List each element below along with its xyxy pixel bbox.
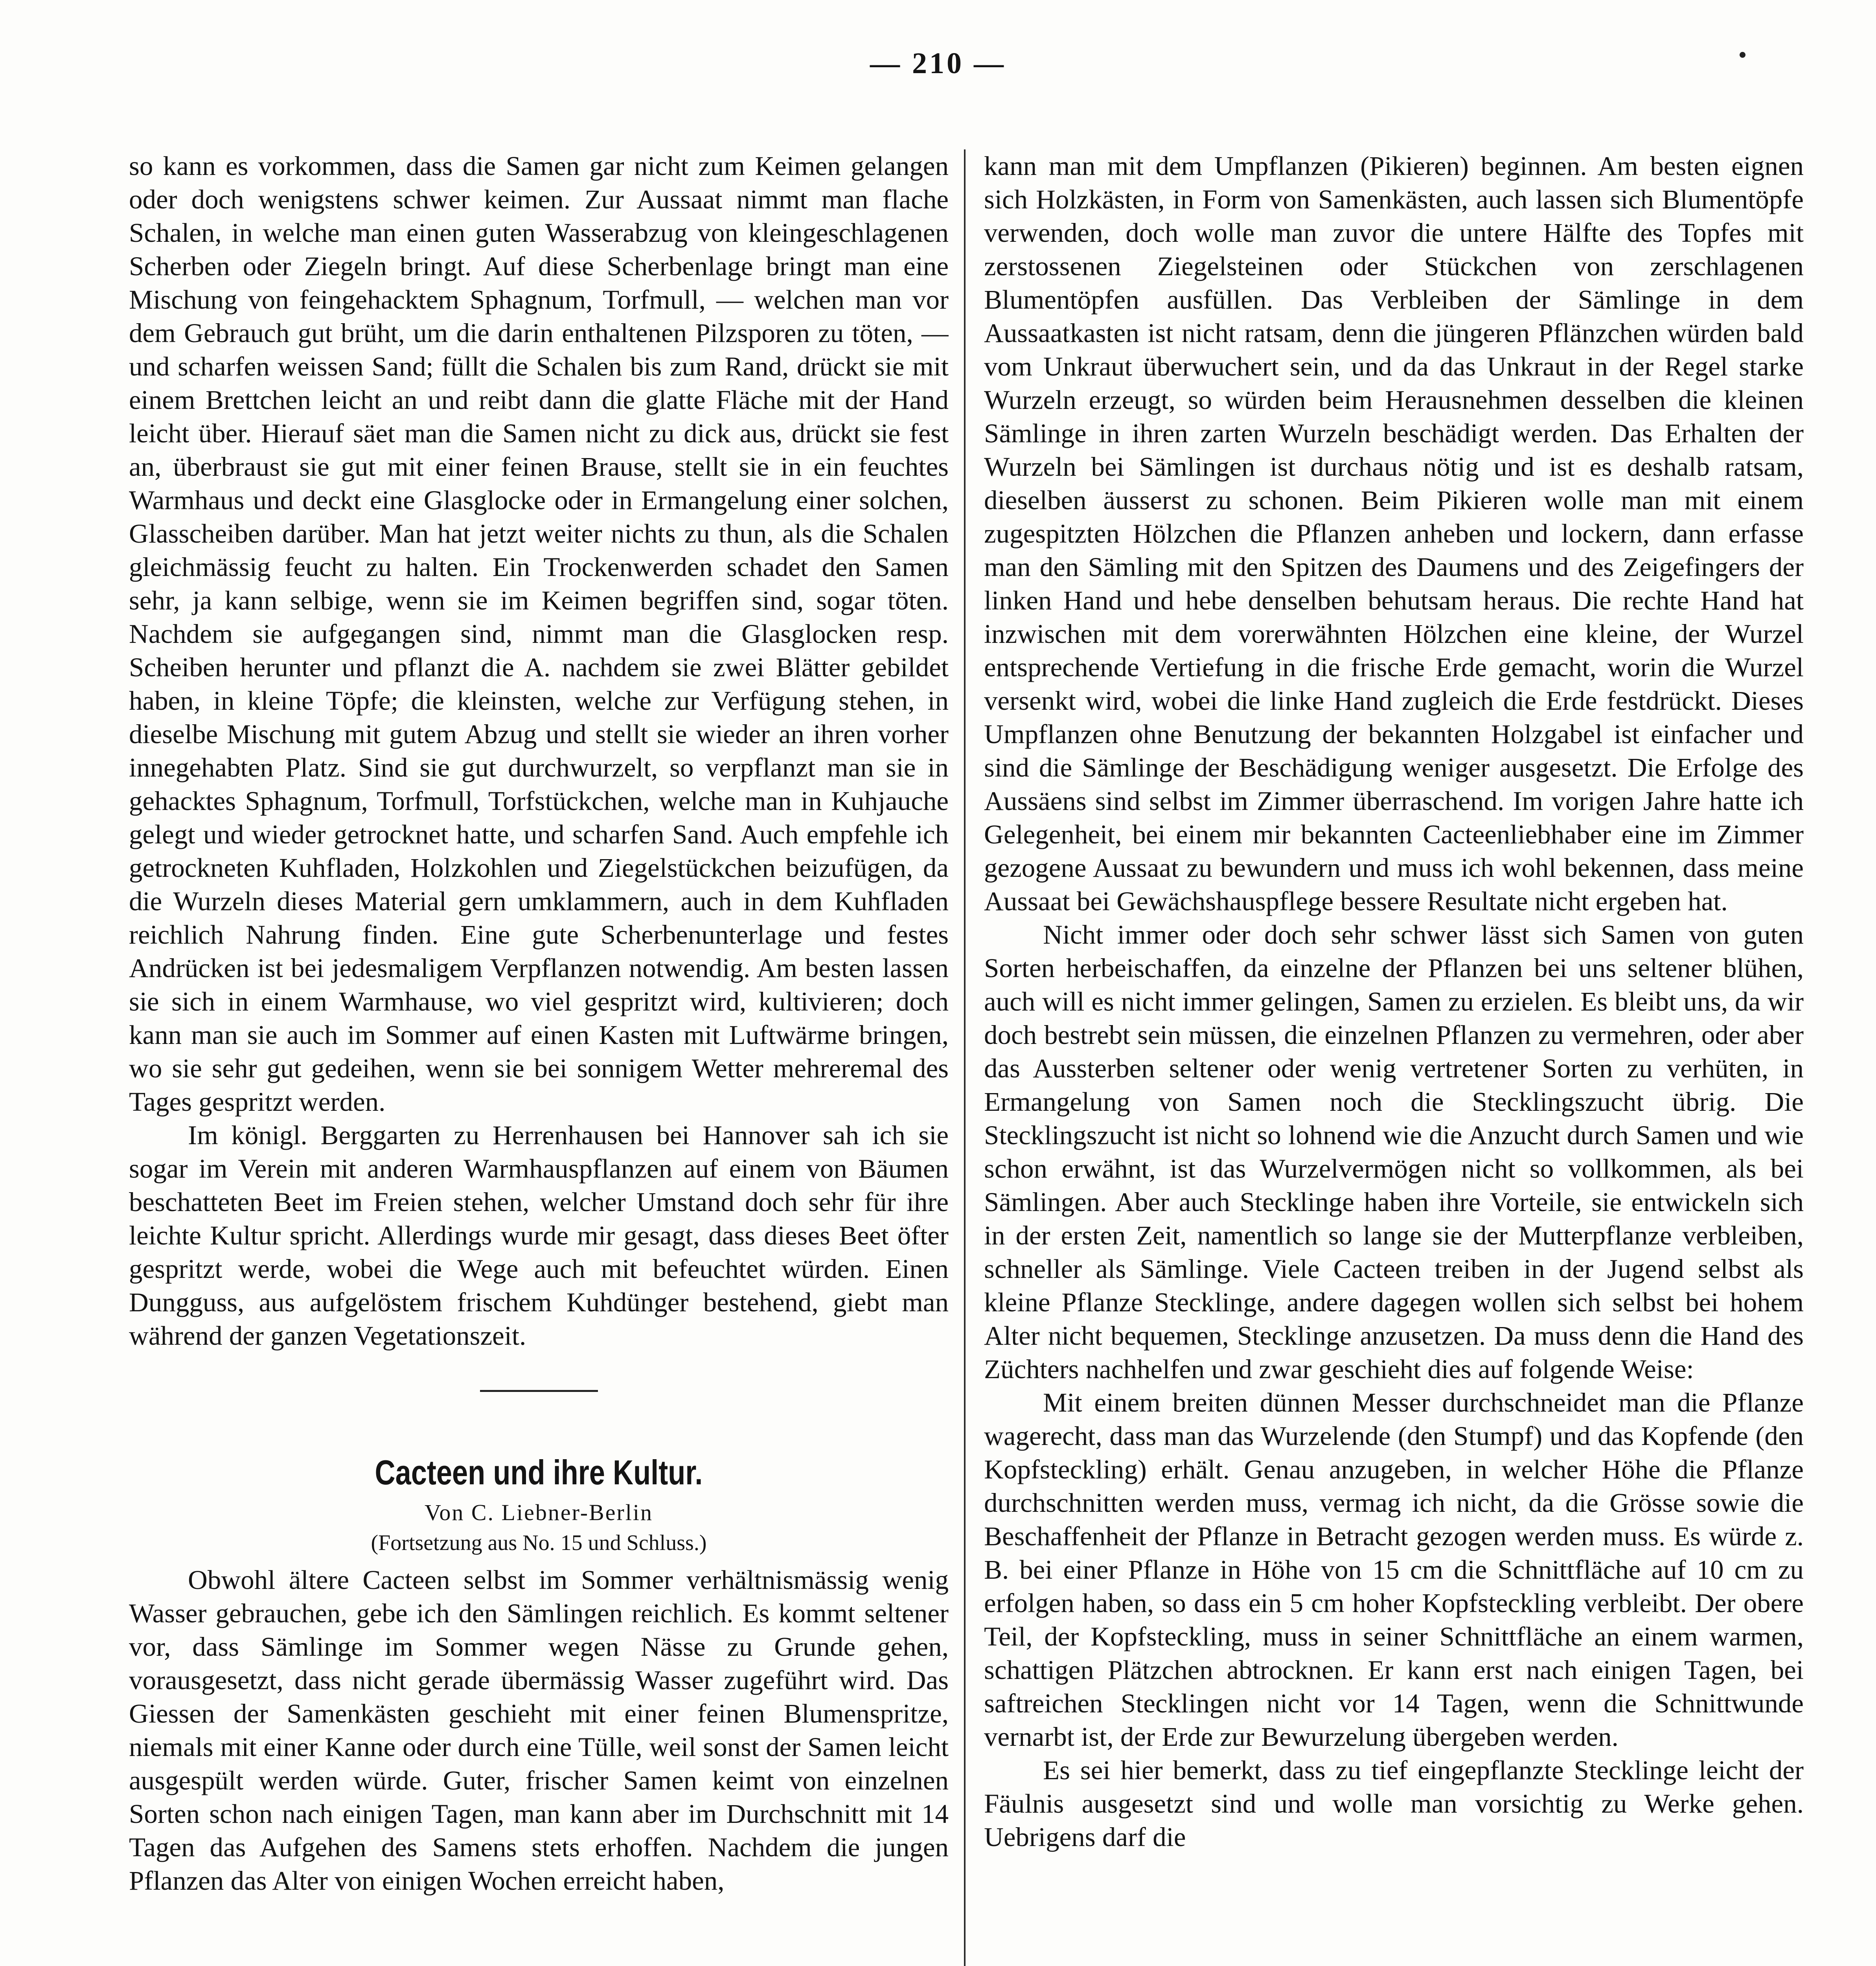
left-column bbox=[129, 149, 949, 1966]
paragraph: so kann es vorkommen, dass die Samen gar nicht zum Keimen gelangen oder doch wenigstens schwer keimen. Zur Aussaat nimmt man flache Schalen, in welche man einen guten Wasserabzug von kleingeschlagenen Scherben oder Ziegeln bringt. Auf diese Scherbenlage bringt man eine Mischung von feingehacktem Sphagnum, Torfmull, — welchen man vor dem Gebrauch gut brüht, um die darin enthaltenen Pilzsporen zu töten, — und scharfen weissen Sand; füllt die Schalen bis zum Rand, drückt sie mit einem Brettchen leicht an und reibt dann die glatte Fläche mit der Hand leicht über. Hierauf säet man die Samen nicht zu dick aus, drückt sie fest an, überbraust sie gut mit einer feinen Brause, stellt sie in ein feuchtes Warmhaus und deckt eine Glasglocke oder in Ermangelung einer solchen, Glasscheiben darüber. Man hat jetzt weiter nichts zu thun, als die Schalen gleichmässig feucht zu halten. Ein Trockenwerden schadet den Samen sehr, ja kann selbige, wenn sie im Keimen begriffen sind, sogar töten. Nachdem sie aufgegangen sind, nimmt man die Glasglocken resp. Scheiben herunter und pflanzt die A. nachdem sie zwei Blätter gebildet haben, in kleine Töpfe; die kleinsten, welche zur Verfügung stehen, in dieselbe Mischung mit gutem Abzug und stellt sie wieder an ihren vorher innegehabten Platz. Sind sie gut durchwurzelt, so verpflanzt man sie in gehacktes Sphagnum, Torfmull, Torfstückchen, welche man in Kuhjauche gelegt und wieder getrocknet hatte, und scharfen Sand. Auch empfehle ich getrockneten Kuhfladen, Holzkohlen und Ziegelstückchen beizufügen, da die Wurzeln dieses Material gern umklammern, auch in dem Kuhfladen reichlich Nahrung finden. Eine gute Scherbenunterlage und festes Andrücken ist bei jedesmaligem Verpflanzen notwendig. Am besten lassen sie sich in einem Warmhause, wo viel gespritzt wird, kultivieren; doch kann man sie auch im Sommer auf einen Kasten mit Luftwärme bringen, wo sie sehr gut gedeihen, wenn sie bei sonnigem Wetter mehreremal des Tages gespritzt werden. bbox=[129, 151, 949, 1117]
article-author: Von C. Liebner-Berlin bbox=[424, 1500, 653, 1525]
paragraph: Es sei hier bemerkt, dass zu tief eingepflanzte Stecklinge leicht der Fäulnis ausgesetzt sind und wolle man vorsichtig zu Werke gehen. Uebrigens darf die bbox=[984, 1755, 1804, 1852]
print-speck bbox=[1740, 52, 1745, 58]
article-title: Cacteen und ihre Kultur. bbox=[375, 1453, 703, 1492]
paragraph: Obwohl ältere Cacteen selbst im Sommer verhältnismässig wenig Wasser gebrauchen, gebe ich den Sämlingen reichlich. Es kommt seltener vor, dass Sämlinge im Sommer wegen Nässe zu Grunde gehen, vorausgesetzt, dass nicht gerade übermässig Wasser zugeführt wird. Das Giessen der Samenkästen geschieht mit einer feinen Blumenspritze, niemals mit einer Kanne oder durch eine Tülle, weil sonst der Samen leicht ausgespült werden würde. Guter, frischer Samen keimt von einzelnen Sorten schon nach einigen Tagen, man kann aber im Durchschnitt mit 14 Tagen das Aufgehen des Samens stets erhoffen. Nachdem die jungen Pflanzen das Alter von einigen Wochen erreicht haben, bbox=[129, 1565, 949, 1896]
page-number: — 210 — bbox=[870, 47, 1006, 80]
column-rule bbox=[964, 149, 966, 1966]
section-divider bbox=[480, 1390, 598, 1392]
paragraph: Nicht immer oder doch sehr schwer lässt sich Samen von guten Sorten herbeischaffen, da einzelne der Pflanzen bei uns seltener blühen, auch will es nicht immer gelingen, Samen zu erzielen. Es bleibt uns, da wir doch bestrebt sein müssen, die einzelnen Pflanzen zu vermehren, oder aber das Aussterben seltener oder wenig vertretener Sorten zu verhüten, in Ermangelung von Samen noch die Stecklingszucht übrig. Die Stecklingszucht ist nicht so lohnend wie die Anzucht durch Samen und wie schon erwähnt, ist das Wurzelvermögen nicht so vollkommen, als bei Sämlingen. Aber auch Stecklinge haben ihre Vorteile, sie entwickeln sich in der ersten Zeit, namentlich so lange sie der Mutterpflanze verbleiben, schneller als Sämlinge. Viele Cacteen treiben in der Jugend selbst als kleine Pflanze Stecklinge, andere dagegen wollen sich selbst bei hohem Alter nicht bequemen, Stecklinge anzusetzen. Da muss denn die Hand des Züchters nachhelfen und zwar geschieht dies auf folgende Weise: bbox=[984, 920, 1804, 1384]
article-continuation-note: (Fortsetzung aus No. 15 und Schluss.) bbox=[371, 1531, 707, 1555]
paragraph: Im königl. Berggarten zu Herrenhausen bei Hannover sah ich sie sogar im Verein mit anderen Warmhauspflanzen auf einem von Bäumen beschatteten Beet im Freien stehen, welcher Umstand doch sehr für ihre leichte Kultur spricht. Allerdings wurde mir gesagt, dass dieses Beet öfter gespritzt werde, wobei die Wege auch mit befeuchtet würden. Einen Dungguss, aus aufgelöstem frischem Kuhdünger bestehend, giebt man während der ganzen Vegetationszeit. bbox=[129, 1120, 949, 1351]
right-column bbox=[984, 149, 1804, 1966]
paragraph: Mit einem breiten dünnen Messer durchschneidet man die Pflanze wagerecht, dass man das Wurzelende (den Stumpf) und das Kopfende (den Kopfsteckling) erhält. Genau anzugeben, in welcher Höhe die Pflanze durchschnitten werden muss, vermag ich nicht, da die Grösse sowie die Beschaffenheit der Pflanze in Betracht gezogen werden muss. Es würde z. B. bei einer Pflanze in Höhe von 15 cm die Schnittfläche auf 10 cm zu erfolgen haben, so dass ein 5 cm hoher Kopfsteckling verbleibt. Der obere Teil, der Kopfsteckling, muss in seiner Schnittfläche an einem warmen, schattigen Plätzchen abtrocknen. Er kann erst nach einigen Tagen, bei saftreichen Stecklingen nicht vor 14 Tagen, wenn die Schnittwunde vernarbt ist, der Erde zur Bewurzelung übergeben werden. bbox=[984, 1388, 1804, 1752]
paragraph: kann man mit dem Umpflanzen (Pikieren) beginnen. Am besten eignen sich Holzkästen, in Form von Samenkästen, auch lassen sich Blumentöpfe verwenden, doch wolle man zuvor die untere Hälfte des Topfes mit zerstossenen Ziegelsteinen oder Stückchen von zerschlagenen Blumentöpfen ausfüllen. Das Verbleiben der Sämlinge in dem Aussaatkasten ist nicht ratsam, denn die jüngeren Pflänzchen würden bald vom Unkraut überwuchert sein, und da das Unkraut in der Regel starke Wurzeln erzeugt, so würden beim Herausnehmen desselben die kleinen Sämlinge in ihren zarten Wurzeln beschädigt werden. Das Erhalten der Wurzeln bei Sämlingen ist durchaus nötig und ist es deshalb ratsam, dieselben äusserst zu schonen. Beim Pikieren wolle man mit einem zugespitzten Hölzchen die Pflanzen anheben und lockern, dann erfasse man den Sämling mit den Spitzen des Daumens und des Zeigefingers der linken Hand und hebe denselben behutsam heraus. Die rechte Hand hat inzwischen mit dem vorerwähnten Hölzchen eine kleine, der Wurzel entsprechende Vertiefung in die frische Erde gemacht, worin die Wurzel versenkt wird, wobei die linke Hand zugleich die Erde festdrückt. Dieses Umpflanzen ohne Benutzung der bekannten Holzgabel ist einfacher und sind die Sämlinge der Beschädigung weniger ausgesetzt. Die Erfolge des Aussäens sind selbst im Zimmer überraschend. Im vorigen Jahre hatte ich Gelegenheit, bei einem mir bekannten Cacteenliebhaber eine im Zimmer gezogene Aussaat zu bewundern und muss ich wohl bekennen, dass meine Aussaat bei Gewächshauspflege bessere Resultate nicht ergeben hat. bbox=[984, 151, 1804, 916]
